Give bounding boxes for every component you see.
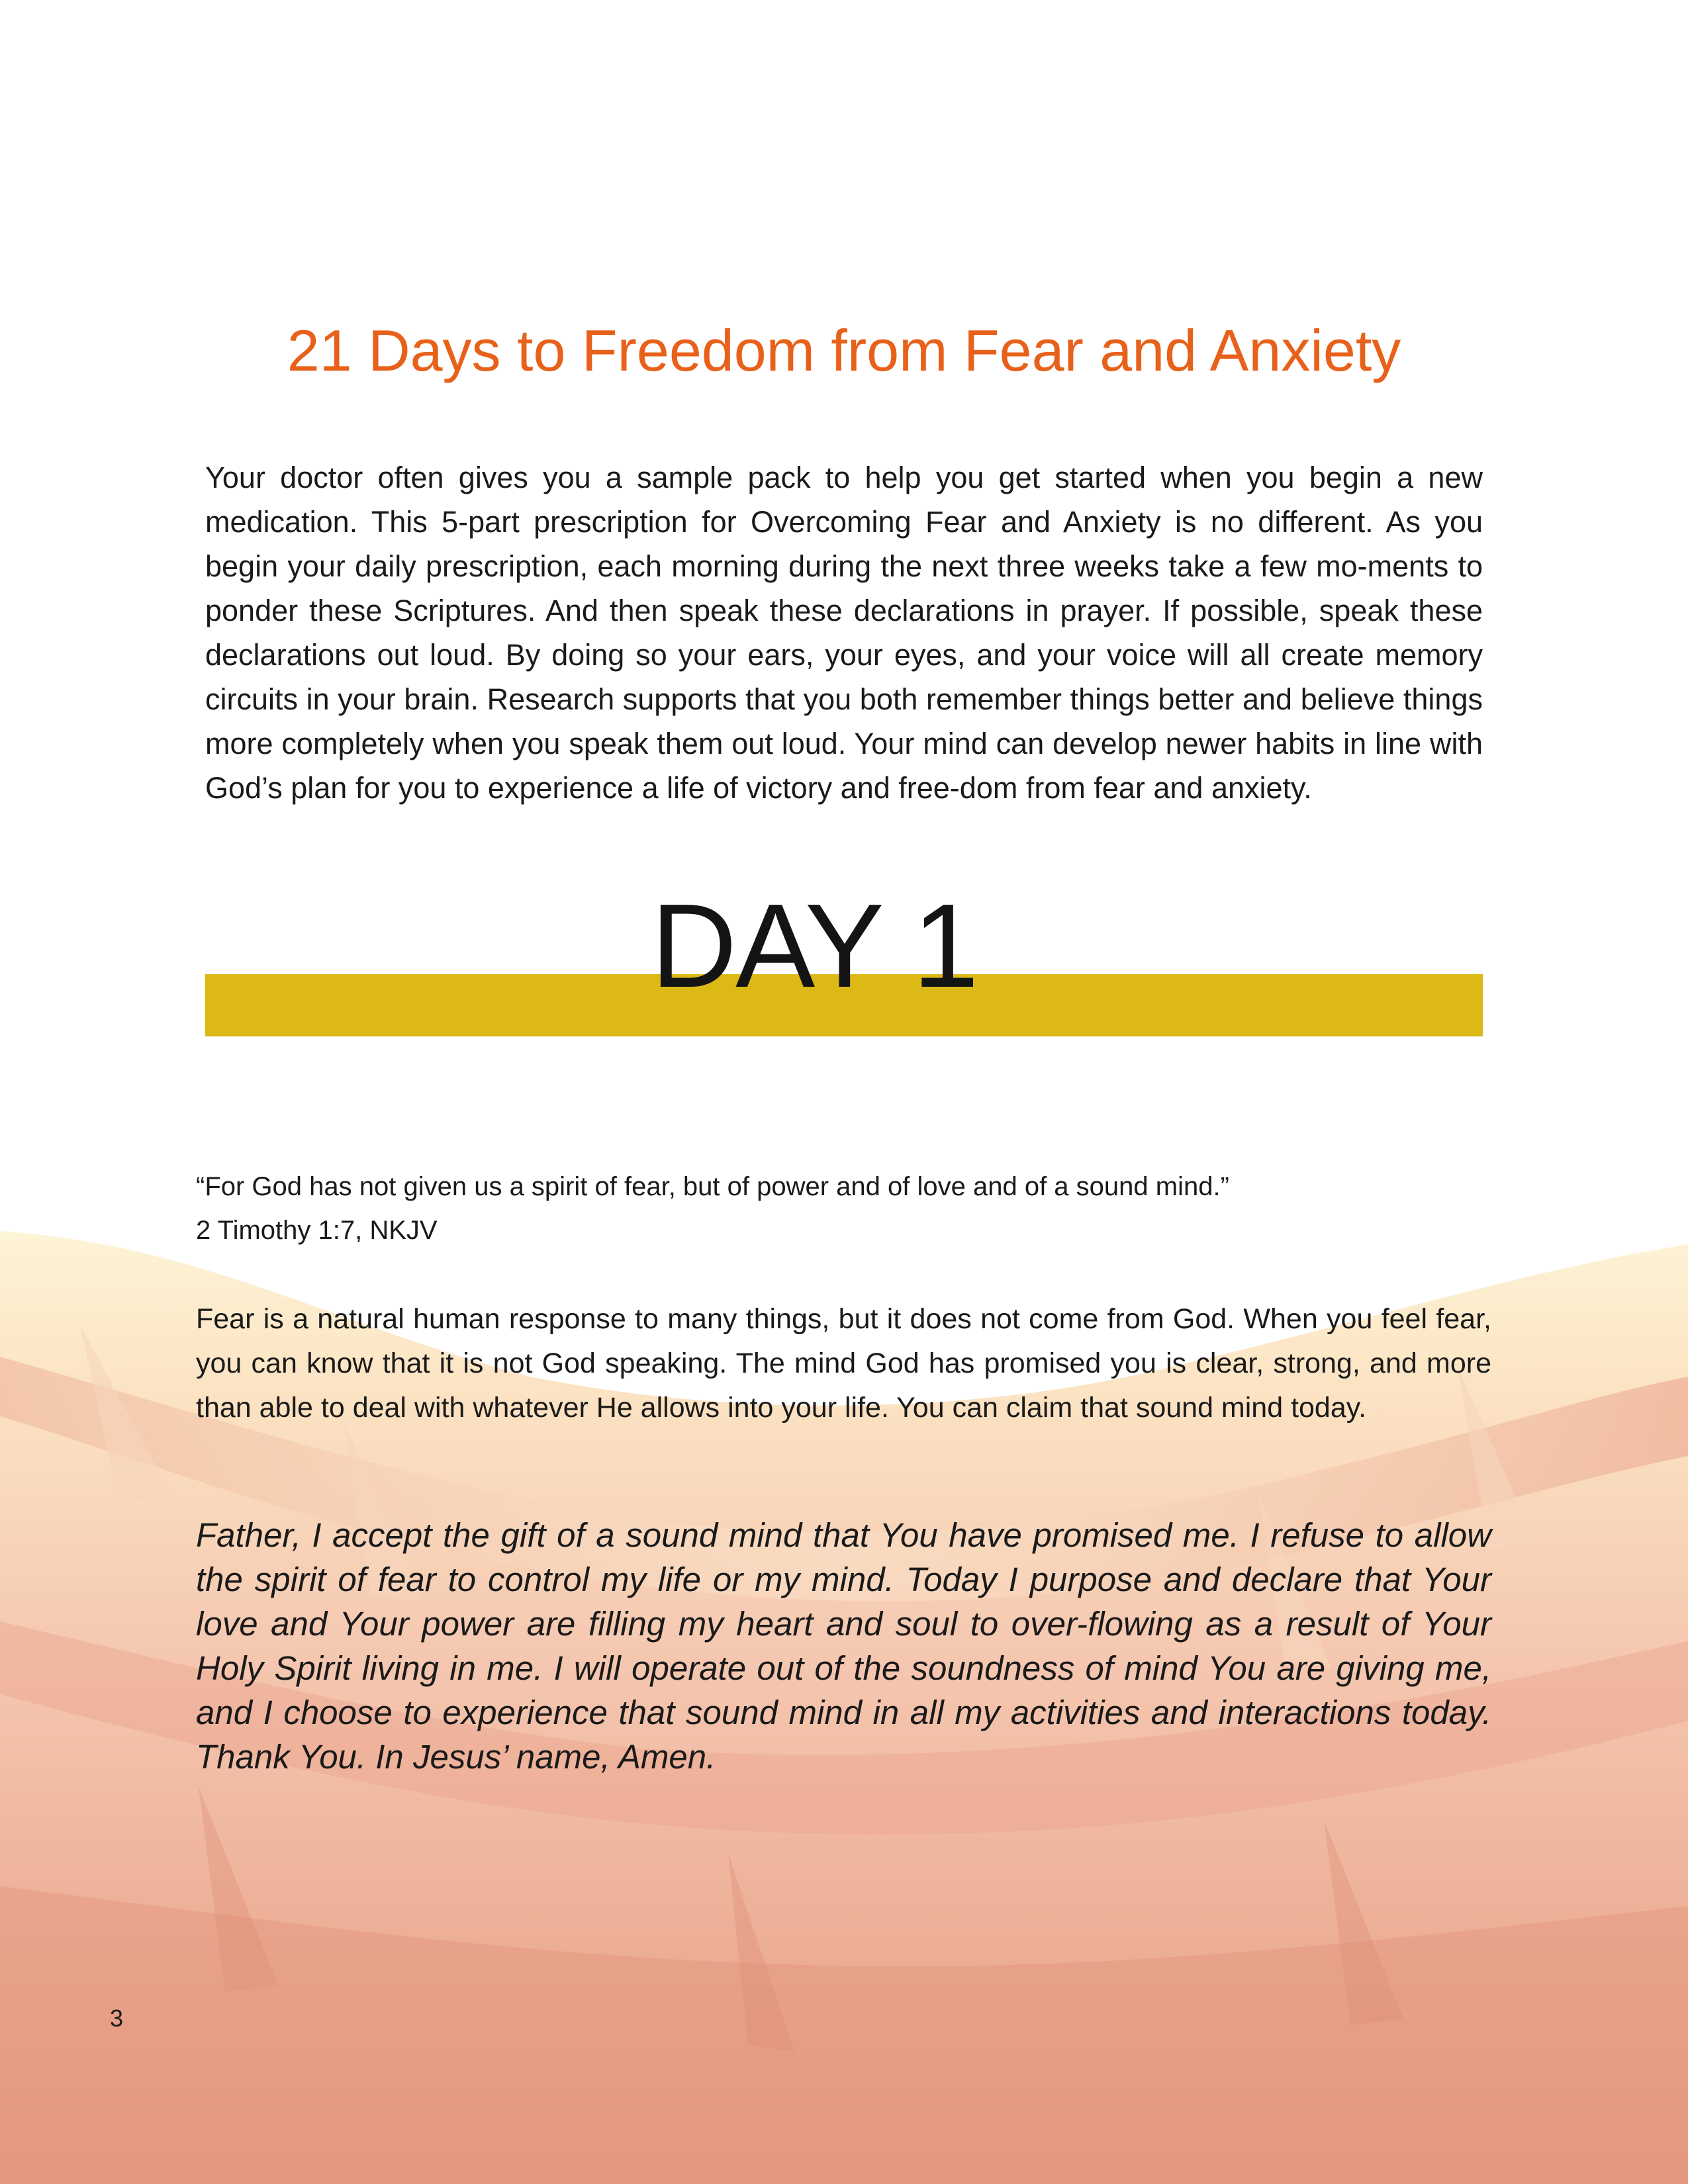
intro-paragraph: Your doctor often gives you a sample pack to help you get started when you begin a new medication. This 5-part prescription for Overcoming Fear and Anxiety is no different. As you begin your daily prescription, each morning during the next three weeks take a few mo-ments to ponder these Scriptures. And then speak these declarations in prayer. If possible, speak these declarations out loud. By doing so your ears, your eyes, and your voice will all create memory circuits in your brain. Research supports that you both remember things better and believe things more completely when you speak them out loud. Your mind can develop newer habits in line with God’s plan for you to experience a life of victory and free-dom from fear and anxiety. (205, 461, 1483, 805)
reflection-paragraph: Fear is a natural human response to many things, but it does not come from God. When you feel fear, you can know that it is not God speaking. The mind God has promised you is clear, strong, and more than able to deal with whatever He allows into your life. You can claim that sound mind today. (196, 1303, 1491, 1424)
scripture-reference: 2 Timothy 1:7, NKJV (196, 1216, 438, 1245)
day-heading: DAY 1 (651, 880, 978, 1013)
scripture-verse: “For God has not given us a spirit of fear, but of power and of love and of a sound mind.” (196, 1172, 1229, 1201)
document-title: 21 Days to Freedom from Fear and Anxiety (287, 318, 1401, 383)
prayer-paragraph: Father, I accept the gift of a sound mind that You have promised me. I refuse to allow the spirit of fear to control my life or my mind. Today I purpose and declare that Your love and Your power are filling my heart and soul to over-flowing as a result of Your Holy Spirit living in me. I will operate out of the soundness of mind You are giving me, and I choose to experience that sound mind in all my activities and interactions today. Thank You. In Jesus’ name, Amen. (196, 1516, 1491, 1776)
page-number: 3 (110, 2005, 124, 2032)
